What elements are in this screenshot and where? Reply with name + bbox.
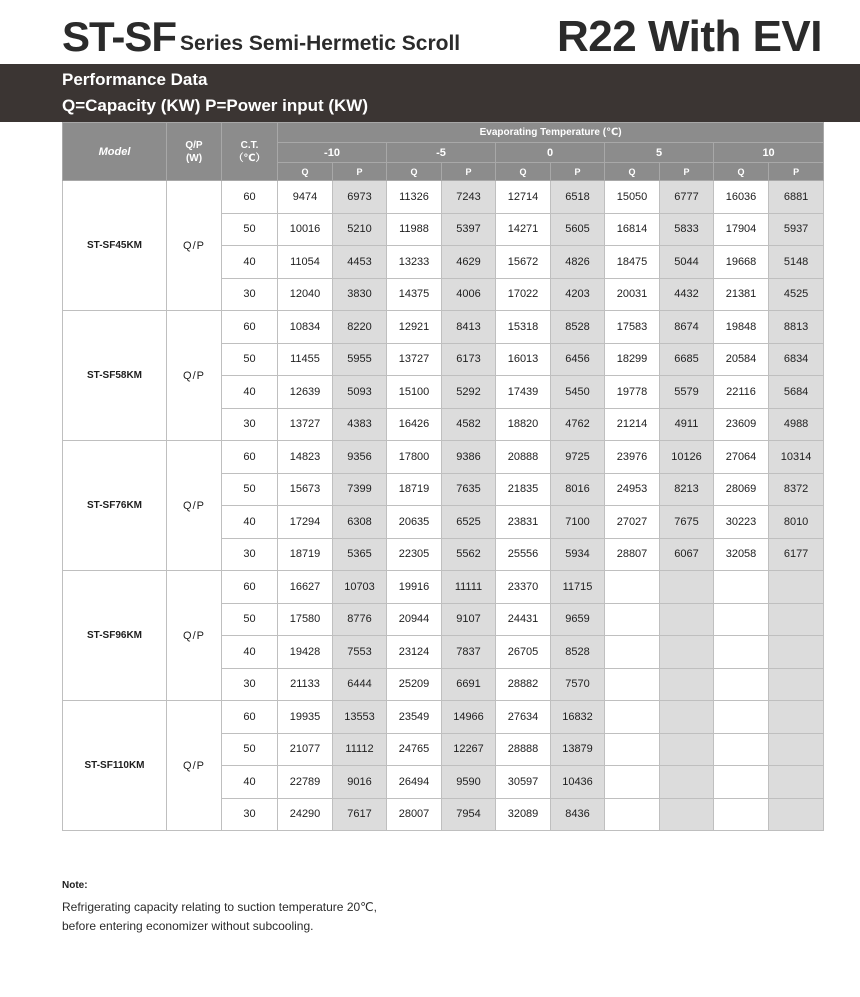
evap-temp-header: 5 [605,143,714,163]
capacity-cell: 28007 [387,798,442,831]
capacity-cell: 22116 [714,376,769,409]
capacity-cell: 30223 [714,506,769,539]
capacity-cell [605,733,660,766]
power-cell: 5365 [333,538,387,571]
series-name: Series Semi-Hermetic Scroll [180,32,461,55]
power-cell: 5934 [551,538,605,571]
power-cell: 8776 [333,603,387,636]
power-cell: 13879 [551,733,605,766]
power-cell: 9016 [333,766,387,799]
power-cell: 4629 [442,246,496,279]
qp-cell: Q/P [167,441,222,571]
qp-header-unit: (W) [185,152,203,164]
power-cell: 4582 [442,408,496,441]
power-cell: 13553 [333,701,387,734]
power-cell: 7243 [442,181,496,214]
capacity-cell: 22305 [387,538,442,571]
power-cell [769,701,824,734]
model-name: ST-SF45KM [63,181,167,311]
qp-cell: Q/P [167,701,222,831]
note-title: Note: [62,880,88,891]
ct-cell: 50 [222,343,278,376]
evap-temp-header: -10 [278,143,387,163]
power-cell: 10126 [660,441,714,474]
power-cell: 5833 [660,213,714,246]
capacity-cell: 11054 [278,246,333,279]
power-cell: 7954 [442,798,496,831]
capacity-cell [605,571,660,604]
ct-cell: 50 [222,603,278,636]
capacity-cell: 28882 [496,668,551,701]
p-subheader: P [660,163,714,181]
ct-cell: 30 [222,278,278,311]
capacity-cell: 11988 [387,213,442,246]
table-body [63,181,824,831]
capacity-cell: 17583 [605,311,660,344]
table-row [63,441,824,474]
capacity-cell: 17800 [387,441,442,474]
capacity-cell: 13727 [387,343,442,376]
power-cell: 11715 [551,571,605,604]
ct-cell: 60 [222,701,278,734]
power-cell: 6067 [660,538,714,571]
capacity-cell: 18820 [496,408,551,441]
evap-temp-header: 10 [714,143,824,163]
power-cell [660,766,714,799]
note-line-1: Refrigerating capacity relating to suction temperature 20℃, [62,900,377,914]
capacity-cell: 21214 [605,408,660,441]
capacity-cell: 21835 [496,473,551,506]
power-cell: 4383 [333,408,387,441]
power-cell: 5148 [769,246,824,279]
power-cell: 11111 [442,571,496,604]
qp-cell: Q/P [167,311,222,441]
capacity-cell [714,668,769,701]
qp-column-header [167,123,222,181]
capacity-cell [714,766,769,799]
power-cell: 8010 [769,506,824,539]
capacity-cell: 25556 [496,538,551,571]
capacity-cell: 28807 [605,538,660,571]
power-cell: 5955 [333,343,387,376]
power-cell: 8213 [660,473,714,506]
power-cell: 5562 [442,538,496,571]
capacity-cell: 22789 [278,766,333,799]
section-subtitle: Q=Capacity (KW) P=Power input (KW) [62,96,369,115]
evap-temp-header: -5 [387,143,496,163]
model-column-header: Model [63,123,167,181]
power-cell: 7617 [333,798,387,831]
power-cell: 8372 [769,473,824,506]
capacity-cell: 19778 [605,376,660,409]
capacity-cell: 16814 [605,213,660,246]
capacity-cell: 19848 [714,311,769,344]
power-cell: 9107 [442,603,496,636]
capacity-cell: 19428 [278,636,333,669]
power-cell: 6973 [333,181,387,214]
capacity-cell: 19916 [387,571,442,604]
capacity-cell: 15318 [496,311,551,344]
power-cell: 14966 [442,701,496,734]
power-cell: 16832 [551,701,605,734]
power-cell [660,571,714,604]
power-cell [769,798,824,831]
p-subheader: P [769,163,824,181]
capacity-cell [605,766,660,799]
q-subheader: Q [496,163,551,181]
capacity-cell: 20031 [605,278,660,311]
power-cell: 7399 [333,473,387,506]
series-code: ST-SF [62,13,177,60]
q-subheader: Q [278,163,333,181]
ct-cell: 30 [222,668,278,701]
capacity-cell: 19935 [278,701,333,734]
capacity-cell: 26494 [387,766,442,799]
ct-column-header [222,123,278,181]
capacity-cell: 23124 [387,636,442,669]
capacity-cell: 23370 [496,571,551,604]
power-cell: 5210 [333,213,387,246]
capacity-cell: 20944 [387,603,442,636]
capacity-cell: 12639 [278,376,333,409]
capacity-cell: 17022 [496,278,551,311]
model-name: ST-SF96KM [63,571,167,701]
evaporating-temperature-header: Evaporating Temperature (℃) [278,123,824,143]
ct-cell: 50 [222,473,278,506]
power-cell [660,701,714,734]
capacity-cell: 11326 [387,181,442,214]
power-cell: 6834 [769,343,824,376]
ct-header-label: C.T. [240,139,259,151]
capacity-cell [605,701,660,734]
power-cell: 4911 [660,408,714,441]
ct-cell: 50 [222,213,278,246]
power-cell: 5605 [551,213,605,246]
q-subheader: Q [387,163,442,181]
power-cell: 6308 [333,506,387,539]
capacity-cell: 21381 [714,278,769,311]
power-cell: 4762 [551,408,605,441]
power-cell: 6881 [769,181,824,214]
capacity-cell: 28069 [714,473,769,506]
capacity-cell: 20635 [387,506,442,539]
capacity-cell: 13727 [278,408,333,441]
power-cell [769,733,824,766]
capacity-cell: 14271 [496,213,551,246]
power-cell: 4006 [442,278,496,311]
q-subheader: Q [605,163,660,181]
qp-cell: Q/P [167,571,222,701]
model-name: ST-SF76KM [63,441,167,571]
capacity-cell: 32089 [496,798,551,831]
power-cell: 6444 [333,668,387,701]
power-cell: 8413 [442,311,496,344]
power-cell: 5292 [442,376,496,409]
power-cell: 8528 [551,636,605,669]
qp-cell: Q/P [167,181,222,311]
capacity-cell: 12040 [278,278,333,311]
power-cell [660,603,714,636]
power-cell: 11112 [333,733,387,766]
capacity-cell: 14375 [387,278,442,311]
capacity-cell [605,668,660,701]
power-cell: 6685 [660,343,714,376]
power-cell: 10436 [551,766,605,799]
power-cell [769,571,824,604]
ct-cell: 40 [222,766,278,799]
ct-header-unit: （℃） [233,152,266,164]
capacity-cell [714,701,769,734]
ct-cell: 60 [222,571,278,604]
capacity-cell: 17580 [278,603,333,636]
capacity-cell [605,798,660,831]
power-cell: 6177 [769,538,824,571]
power-cell [769,636,824,669]
ct-cell: 40 [222,246,278,279]
page-header [0,0,860,64]
capacity-cell: 18299 [605,343,660,376]
capacity-cell: 18719 [278,538,333,571]
capacity-cell: 27064 [714,441,769,474]
power-cell: 5579 [660,376,714,409]
power-cell: 9356 [333,441,387,474]
capacity-cell: 24953 [605,473,660,506]
power-cell: 7553 [333,636,387,669]
power-cell [769,668,824,701]
capacity-cell: 11455 [278,343,333,376]
power-cell: 6173 [442,343,496,376]
capacity-cell: 32058 [714,538,769,571]
power-cell: 4826 [551,246,605,279]
capacity-cell: 20584 [714,343,769,376]
power-cell: 8674 [660,311,714,344]
capacity-cell: 23609 [714,408,769,441]
capacity-cell: 27027 [605,506,660,539]
ct-cell: 60 [222,311,278,344]
p-subheader: P [333,163,387,181]
power-cell: 8528 [551,311,605,344]
power-cell: 6518 [551,181,605,214]
power-cell: 5937 [769,213,824,246]
power-cell [660,636,714,669]
ct-cell: 30 [222,408,278,441]
performance-table [62,122,824,831]
capacity-cell [714,571,769,604]
power-cell: 8813 [769,311,824,344]
power-cell: 8016 [551,473,605,506]
power-cell [660,668,714,701]
capacity-cell: 15673 [278,473,333,506]
capacity-cell [714,733,769,766]
capacity-cell: 24431 [496,603,551,636]
capacity-cell: 18475 [605,246,660,279]
power-cell: 6456 [551,343,605,376]
note-section [62,878,822,936]
power-cell: 8436 [551,798,605,831]
note-line-2: before entering economizer without subcooling. [62,919,314,933]
p-subheader: P [442,163,496,181]
capacity-cell: 27634 [496,701,551,734]
capacity-cell: 26705 [496,636,551,669]
power-cell: 9725 [551,441,605,474]
capacity-cell: 17439 [496,376,551,409]
capacity-cell: 13233 [387,246,442,279]
model-name: ST-SF58KM [63,311,167,441]
capacity-cell: 28888 [496,733,551,766]
model-name: ST-SF110KM [63,701,167,831]
p-subheader: P [551,163,605,181]
ct-cell: 40 [222,636,278,669]
power-cell: 3830 [333,278,387,311]
ct-cell: 60 [222,181,278,214]
power-cell: 5450 [551,376,605,409]
capacity-cell: 15672 [496,246,551,279]
capacity-cell: 23831 [496,506,551,539]
power-cell: 5044 [660,246,714,279]
table-header [63,123,824,181]
capacity-cell [714,798,769,831]
ct-cell: 60 [222,441,278,474]
power-cell: 9659 [551,603,605,636]
ct-cell: 50 [222,733,278,766]
capacity-cell: 12921 [387,311,442,344]
power-cell [660,733,714,766]
power-cell: 4988 [769,408,824,441]
table-row [63,181,824,214]
capacity-cell: 14823 [278,441,333,474]
section-band [0,64,860,122]
capacity-cell: 18719 [387,473,442,506]
power-cell [769,766,824,799]
table-row [63,701,824,734]
power-cell: 6691 [442,668,496,701]
power-cell: 10703 [333,571,387,604]
section-title: Performance Data [62,70,208,89]
capacity-cell: 16426 [387,408,442,441]
power-cell: 5684 [769,376,824,409]
capacity-cell: 16013 [496,343,551,376]
power-cell: 7100 [551,506,605,539]
capacity-cell: 23976 [605,441,660,474]
capacity-cell: 9474 [278,181,333,214]
ct-cell: 40 [222,506,278,539]
capacity-cell: 15050 [605,181,660,214]
capacity-cell: 17294 [278,506,333,539]
power-cell: 9386 [442,441,496,474]
capacity-cell: 17904 [714,213,769,246]
power-cell [769,603,824,636]
refrigerant-title: R22 With EVI [557,12,822,61]
power-cell: 4203 [551,278,605,311]
power-cell: 7675 [660,506,714,539]
ct-cell: 30 [222,538,278,571]
capacity-cell: 24290 [278,798,333,831]
power-cell: 9590 [442,766,496,799]
capacity-cell: 21077 [278,733,333,766]
capacity-cell [714,636,769,669]
power-cell: 12267 [442,733,496,766]
capacity-cell: 10834 [278,311,333,344]
power-cell: 4525 [769,278,824,311]
capacity-cell: 12714 [496,181,551,214]
capacity-cell [605,603,660,636]
power-cell: 7635 [442,473,496,506]
capacity-cell: 16036 [714,181,769,214]
capacity-cell: 20888 [496,441,551,474]
capacity-cell: 10016 [278,213,333,246]
power-cell [660,798,714,831]
capacity-cell: 21133 [278,668,333,701]
ct-cell: 40 [222,376,278,409]
qp-header-label: Q/P [185,139,203,151]
power-cell: 7570 [551,668,605,701]
table-row [63,571,824,604]
capacity-cell [714,603,769,636]
power-cell: 8220 [333,311,387,344]
capacity-cell [605,636,660,669]
capacity-cell: 16627 [278,571,333,604]
ct-cell: 30 [222,798,278,831]
power-cell: 7837 [442,636,496,669]
power-cell: 10314 [769,441,824,474]
power-cell: 4432 [660,278,714,311]
capacity-cell: 24765 [387,733,442,766]
power-cell: 4453 [333,246,387,279]
capacity-cell: 30597 [496,766,551,799]
table-row [63,311,824,344]
power-cell: 5093 [333,376,387,409]
capacity-cell: 19668 [714,246,769,279]
capacity-cell: 25209 [387,668,442,701]
q-subheader: Q [714,163,769,181]
capacity-cell: 23549 [387,701,442,734]
power-cell: 6525 [442,506,496,539]
power-cell: 5397 [442,213,496,246]
power-cell: 6777 [660,181,714,214]
evap-temp-header: 0 [496,143,605,163]
capacity-cell: 15100 [387,376,442,409]
